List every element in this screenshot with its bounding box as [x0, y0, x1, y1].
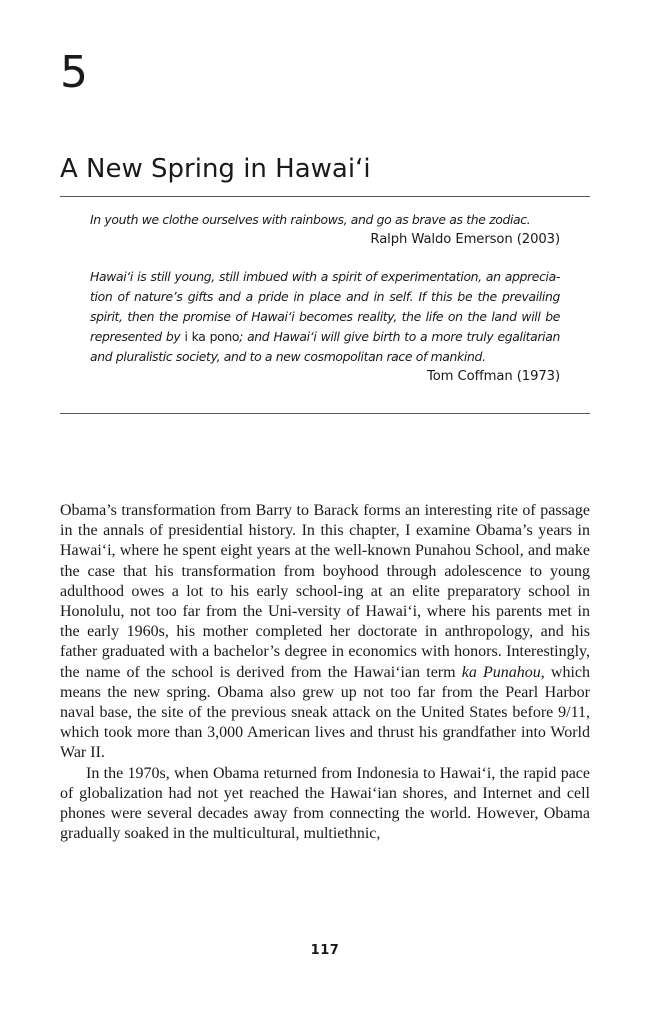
- epigraph-emerson: [90, 210, 560, 250]
- epigraph-quote-part: Hawai‘i is still young, still imbued with a spirit of experimentation, an apprecia-tion of nature’s gifts and a pride in place and in self. If this be the prevailing spirit, then the promise of Hawai‘i becomes reality, the life on the land will be represented by: [90, 269, 560, 344]
- epigraph-quote: [90, 267, 560, 367]
- divider-top: [60, 196, 590, 197]
- epigraph-attribution: Tom Coffman (1973): [426, 369, 560, 384]
- body-text-run: Obama’s transformation from Barry to Barack forms an interesting rite of passage in the annals of presidential history. In this chapter, I examine Obama’s years in Hawai‘i, where he spent eight years at the well-known Punahou School, and make the case that his transformation from boyhood through adolescence to young adulthood owes a lot to his early school-ing at an elite preparatory school in Honolulu, not too far from the Uni-versity of Hawai‘i, where his parents met in the early 1960s, his mother completed her doctorate in anthropology, and his father graduated with a bachelor’s degree in economics with honors. Interestingly, the name of the school is derived from the Hawai‘ian term: [60, 502, 590, 681]
- body-paragraph: [60, 501, 590, 764]
- divider-bottom: [60, 413, 590, 414]
- hawaiian-term: ka Punahou: [461, 663, 541, 681]
- epigraph-attribution: Ralph Waldo Emerson (2003): [370, 232, 560, 247]
- chapter-title: A New Spring in Hawai‘i: [60, 154, 371, 184]
- epigraph-coffman: [90, 267, 560, 387]
- body-text: [60, 501, 590, 844]
- hawaiian-phrase: i ka pono: [184, 329, 240, 344]
- chapter-number: 5: [60, 47, 88, 98]
- body-text-run: , which means the new spring. Obama also grew up not too far from the Pearl Harbor naval base, the site of the previous sneak attack on the United States before 9/11, which took more than 3,000 American lives and thrust his grandfather into World War II.: [60, 663, 591, 762]
- page-number: 117: [310, 943, 340, 958]
- epigraph-quote: In youth we clothe ourselves with rainbows, and go as brave as the zodiac.: [90, 212, 531, 227]
- epigraph-quote-part: ; and Hawai‘i will give birth to a more truly egalitarian and pluralistic society, and to a new cosmopolitan race of mankind.: [90, 329, 560, 364]
- body-paragraph: In the 1970s, when Obama returned from Indonesia to Hawai‘i, the rapid pace of globalization had not yet reached the Hawai‘ian shores, and Internet and cell phones were several decades away from connecting the world. However, Obama gradually soaked in the multicultural, multiethnic,: [60, 764, 590, 843]
